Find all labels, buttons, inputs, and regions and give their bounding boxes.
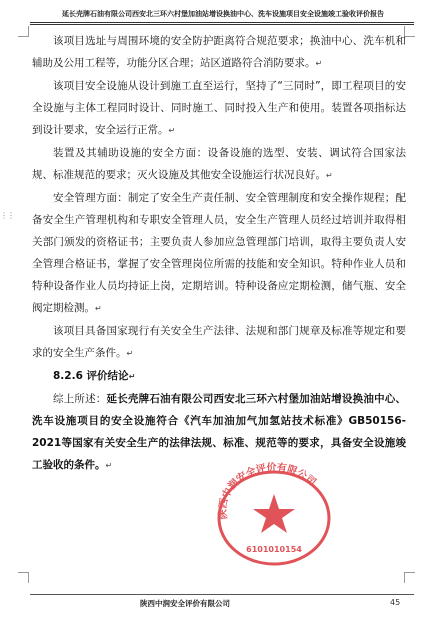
drag-handle-icon[interactable]: ⋮⋮ xyxy=(0,211,14,220)
page-number: 45 xyxy=(390,598,401,607)
margin-corner-top-left xyxy=(18,26,29,37)
conclusion-paragraph xyxy=(32,388,406,477)
header-rule xyxy=(30,22,414,23)
paragraph-text: 该项目安全设施从设计到施工直至运行，坚持了“三同时”，即工程项目的安全设施与主体工程同时设计、同时施工、同时投入生产和使用。装置各项指标达到设计要求，安全运行正常。 xyxy=(32,80,406,136)
seal-outer-ring xyxy=(219,472,329,564)
paragraph-text: 该项目选址与周围环境的安全防护距离符合规范要求；换油中心、洗车机和辅助及公用工程等，功能分区合理；站区道路符合消防要求。 xyxy=(32,35,406,69)
paragraph-text: 装置及其辅助设施的安全方面：设备设施的选型、安装、调试符合国家法规、标准规范的要求；灭火设施及其他安全设施运行状况良好。 xyxy=(32,147,406,181)
section-heading xyxy=(32,365,406,388)
paragraph-text: 该项目具备国家现行有关安全生产法律、法规和部门规章及标准等规定和要求的安全生产条件。 xyxy=(32,325,406,359)
conclusion-body: 延长壳牌石油有限公司西安北三环六村堡加油站增设换油中心、洗车设施项目的安全设施符合《汽车加油加气加氢站技术标准》GB50156-2021等国家有关安全生产的法律法规、标准、规范等的要求，具备安全设施竣工验收的条件。 xyxy=(32,393,406,471)
seal-number: 6101010154 xyxy=(246,545,302,554)
running-header: 延长壳牌石油有限公司西安北三环六村堡加油站增设换油中心、洗车设施项目安全设施竣工验收评价报告 xyxy=(62,9,384,18)
paragraph-mark-icon: ↵ xyxy=(326,171,333,180)
paragraph xyxy=(32,75,406,142)
paragraph-mark-icon: ↵ xyxy=(105,461,113,470)
paragraph-mark-icon: ↵ xyxy=(315,59,323,68)
running-footer: 陕西中润安全评价有限公司 xyxy=(140,599,230,608)
seal-ring-text: 陕西中润安全评价有限公司 xyxy=(217,462,318,520)
header-rule-double xyxy=(30,24,414,25)
paragraph-mark-icon: ↵ xyxy=(95,304,102,313)
seal-star-icon xyxy=(253,494,295,533)
paragraph-mark-icon: ↵ xyxy=(128,372,136,381)
section-heading-text: 8.2.6 评价结论 xyxy=(53,370,129,382)
paragraph xyxy=(32,142,406,187)
paragraph xyxy=(32,187,406,320)
body-text xyxy=(32,30,406,477)
conclusion-lead: 综上所述： xyxy=(53,393,107,405)
paragraph xyxy=(32,30,406,75)
footer-rule xyxy=(30,594,414,595)
paragraph-mark-icon: ↵ xyxy=(168,126,176,135)
margin-corner-bottom-right xyxy=(404,572,415,583)
margin-corner-bottom-left xyxy=(18,572,29,583)
paragraph xyxy=(32,320,406,365)
paragraph-mark-icon: ↵ xyxy=(126,349,134,358)
paragraph-text: 安全管理方面：制定了安全生产责任制、安全管理制度和安全操作规程；配备安全生产管理机构和专职安全管理人员，安全生产管理人员经过培训并取得相关部门颁发的资格证书；主要负责人参加应急管理部门培训，取得主要负责人安全管理合格证书，掌握了安全管理岗位所需的技能和安全知识。特种作业人员和特种设备作业人员均持证上岗，定期培训。特种设备应定期检测，储气瓶、安全阀定期检测。 xyxy=(32,192,406,314)
